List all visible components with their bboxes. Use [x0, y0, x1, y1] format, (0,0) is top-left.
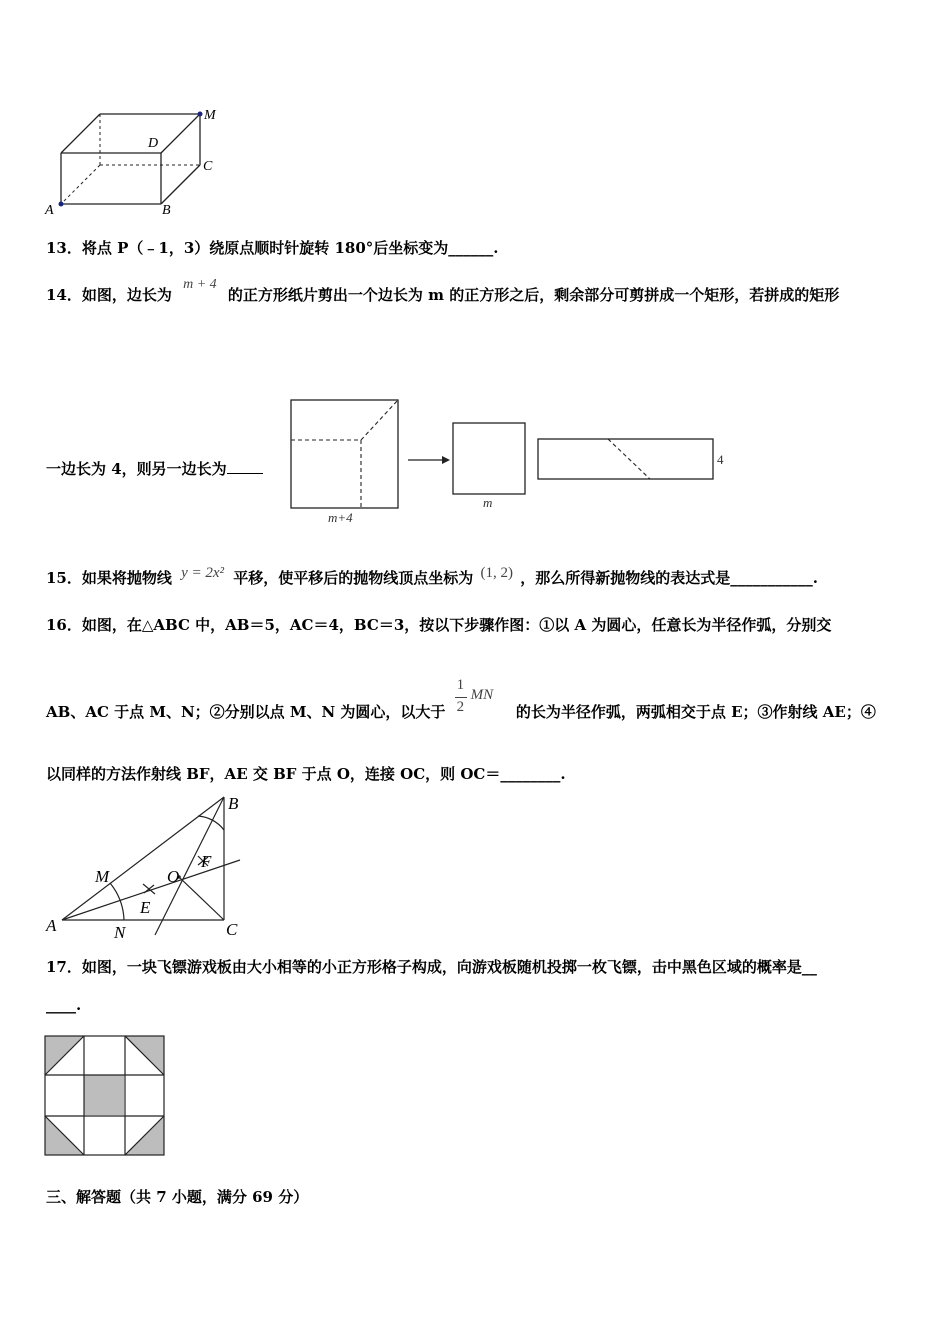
q14-label-rect: 4 — [717, 452, 724, 467]
dartboard-figure — [44, 1035, 166, 1157]
question-17-line1: 17．如图，一块飞镖游戏板由大小相等的小正方形格子构成，向游戏板随机投掷一枚飞镖，击中黑色区域的概率是__ — [46, 958, 817, 976]
q16-frac-var: MN — [470, 687, 494, 703]
q16-frac-bar — [455, 697, 467, 698]
cuboid-figure — [40, 100, 230, 220]
q14-suffix: 的正方形纸片剪出一个边长为 m 的正方形之后，剩余部分可剪拼成一个矩形，若拼成的矩形 — [227, 286, 840, 304]
answer-blank — [227, 473, 263, 474]
q16-label-m: M — [95, 867, 110, 886]
q15-expr: y = 2x² — [181, 565, 225, 581]
q15-prefix: 15．如果将抛物线 — [46, 569, 172, 587]
question-13: 13．将点 P（﹣1，3）绕原点顺时针旋转 180°后坐标变为______. — [46, 239, 499, 257]
q16-frac-den: 2 — [456, 699, 465, 715]
question-16-line1: 16．如图，在△ABC 中，AB＝5，AC＝4，BC＝3，按以下步骤作图：①以 A 为圆心，任意长为半径作弧，分别交 — [46, 616, 832, 634]
q14-prefix: 14．如图，边长为 — [46, 286, 172, 304]
q16-frac-num: 1 — [456, 677, 465, 693]
q14-figure — [280, 392, 730, 527]
cube-label-d: D — [148, 136, 159, 151]
question-15 — [46, 567, 818, 588]
q16-line2-suffix: 的长为半径作弧，两弧相交于点 E；③作射线 AE；④ — [515, 703, 876, 721]
q16-label-a: A — [46, 916, 57, 935]
cube-label-c: C — [203, 159, 213, 174]
q15-mid: 平移，使平移后的抛物线顶点坐标为 — [233, 569, 474, 587]
cube-label-a: A — [45, 203, 54, 218]
q15-point: (1, 2) — [480, 565, 514, 581]
question-16-line2 — [46, 677, 876, 723]
q16-fraction — [455, 677, 507, 723]
q16-label-e: E — [140, 898, 151, 917]
q14-expr: m + 4 — [183, 277, 217, 292]
cube-label-m: M — [204, 108, 216, 123]
q14-line2: 一边长为 4，则另一边长为 — [46, 460, 227, 478]
question-17-line2: ____. — [46, 996, 82, 1014]
q16-line2-prefix: AB、AC 于点 M、N；②分别以点 M、N 为圆心，以大于 — [46, 703, 446, 721]
q16-label-o: O — [167, 867, 180, 886]
q16-triangle-figure — [40, 790, 260, 940]
q16-label-c: C — [226, 920, 238, 939]
q16-label-f: F — [201, 852, 212, 871]
q15-suffix: ，那么所得新抛物线的表达式是___________. — [520, 569, 818, 587]
q16-label-b: B — [228, 794, 239, 813]
question-14-line2 — [46, 458, 263, 479]
section-3-title: 三、解答题（共 7 小题，满分 69 分） — [46, 1188, 309, 1206]
question-16-line3: 以同样的方法作射线 BF，AE 交 BF 于点 O，连接 OC，则 OC＝________. — [46, 765, 566, 783]
q16-label-n: N — [114, 923, 126, 940]
q14-label-small: m — [483, 495, 493, 510]
question-14-line1 — [46, 277, 840, 305]
cube-label-b: B — [162, 203, 171, 218]
q14-label-big: m+4 — [328, 510, 353, 525]
